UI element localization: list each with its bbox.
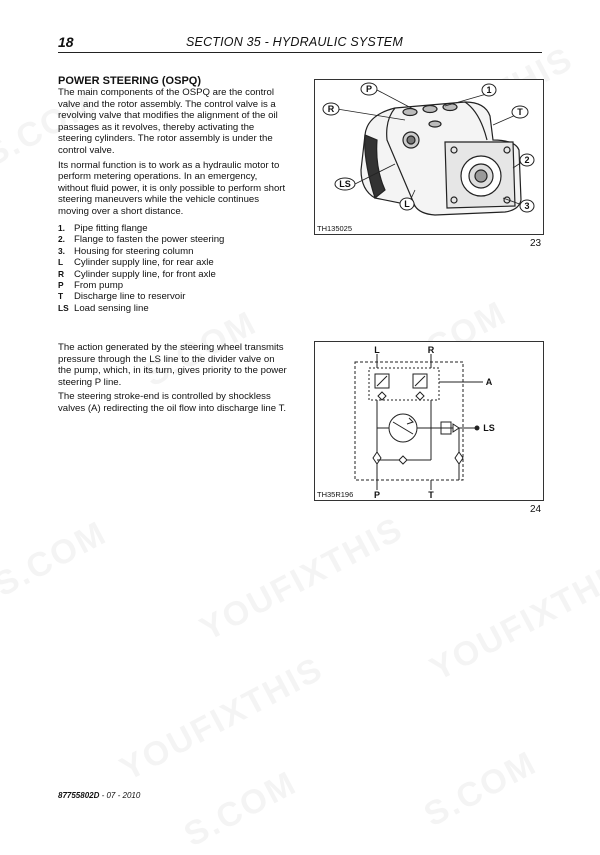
- steering-unit-drawing: [315, 80, 543, 234]
- figure-hydraulic-schematic: [314, 341, 544, 501]
- label-t: T: [428, 490, 434, 500]
- legend-item: T Discharge line to reservoir: [58, 291, 186, 303]
- paragraph: The main components of the OSPQ are the control valve and the rotor assembly. The control valve is a revolving valve that modifies the alignment of the oil passages as it revolves, thereby activating the steering cylinders. The rotor assembly is under the control valve.: [58, 87, 278, 156]
- document-date: - 07 - 2010: [99, 791, 141, 800]
- callout-r: R: [327, 104, 335, 114]
- legend-item: R Cylinder supply line, for front axle: [58, 268, 216, 280]
- hydraulic-schematic-diagram: [315, 342, 543, 500]
- component-legend: [58, 223, 298, 314]
- section-heading: POWER STEERING (OSPQ): [58, 75, 202, 87]
- callout-3: 3: [524, 201, 530, 211]
- label-p: P: [373, 490, 381, 500]
- figure-power-steering-unit: [314, 79, 544, 235]
- paragraph: The steering stroke-end is controlled by shockless valves (A) redirecting the oil flow into discharge line T.: [58, 391, 287, 414]
- watermark: [0, 514, 113, 605]
- legend-item: 3. Housing for steering column: [58, 245, 194, 257]
- label-a: A: [485, 377, 493, 387]
- callout-1: 1: [486, 85, 492, 95]
- callout-ls: LS: [339, 179, 351, 189]
- watermark: [114, 650, 330, 790]
- callout-t: T: [517, 107, 523, 117]
- legend-item: L Cylinder supply line, for rear axle: [58, 257, 214, 269]
- label-l: L: [374, 345, 380, 355]
- page-header: [58, 34, 542, 53]
- paragraph: Its normal function is to work as a hydraulic motor to perform metering operations. In an emergency, without fluid power, it is only possible to perform short steering maneuvers while the vehicle continues moving over a short distance.: [58, 159, 286, 217]
- section-title: SECTION 35 - HYDRAULIC SYSTEM: [186, 35, 403, 49]
- legend-item: 2. Flange to fasten the power steering: [58, 234, 225, 246]
- legend-item: 1. Pipe fitting flange: [58, 223, 148, 234]
- intro-text: [58, 87, 290, 221]
- paragraph: The action generated by the steering wheel transmits pressure through the LS line to the divider valve on the pump, which, in its turn, gives priority to the power steering P line.: [58, 342, 287, 388]
- callout-p: P: [365, 84, 373, 94]
- watermark: [178, 764, 304, 855]
- callout-l: L: [404, 199, 410, 209]
- legend-item: P From pump: [58, 280, 124, 292]
- callout-2: 2: [524, 155, 530, 165]
- watermark: [418, 744, 544, 835]
- figure-number: 23: [530, 238, 542, 249]
- figure-code: TH135025: [317, 224, 353, 233]
- operation-text: [58, 342, 290, 418]
- watermark: [194, 510, 410, 650]
- page-number: 18: [58, 34, 74, 50]
- legend-item: LS Load sensing line: [58, 302, 149, 314]
- page-footer: [58, 791, 140, 800]
- figure-code: TH35R196: [317, 490, 354, 499]
- document-code: 87755802D: [58, 791, 100, 800]
- watermark: [424, 550, 600, 690]
- label-r: R: [427, 345, 435, 355]
- figure-number: 24: [530, 504, 542, 515]
- label-ls: LS: [483, 423, 495, 433]
